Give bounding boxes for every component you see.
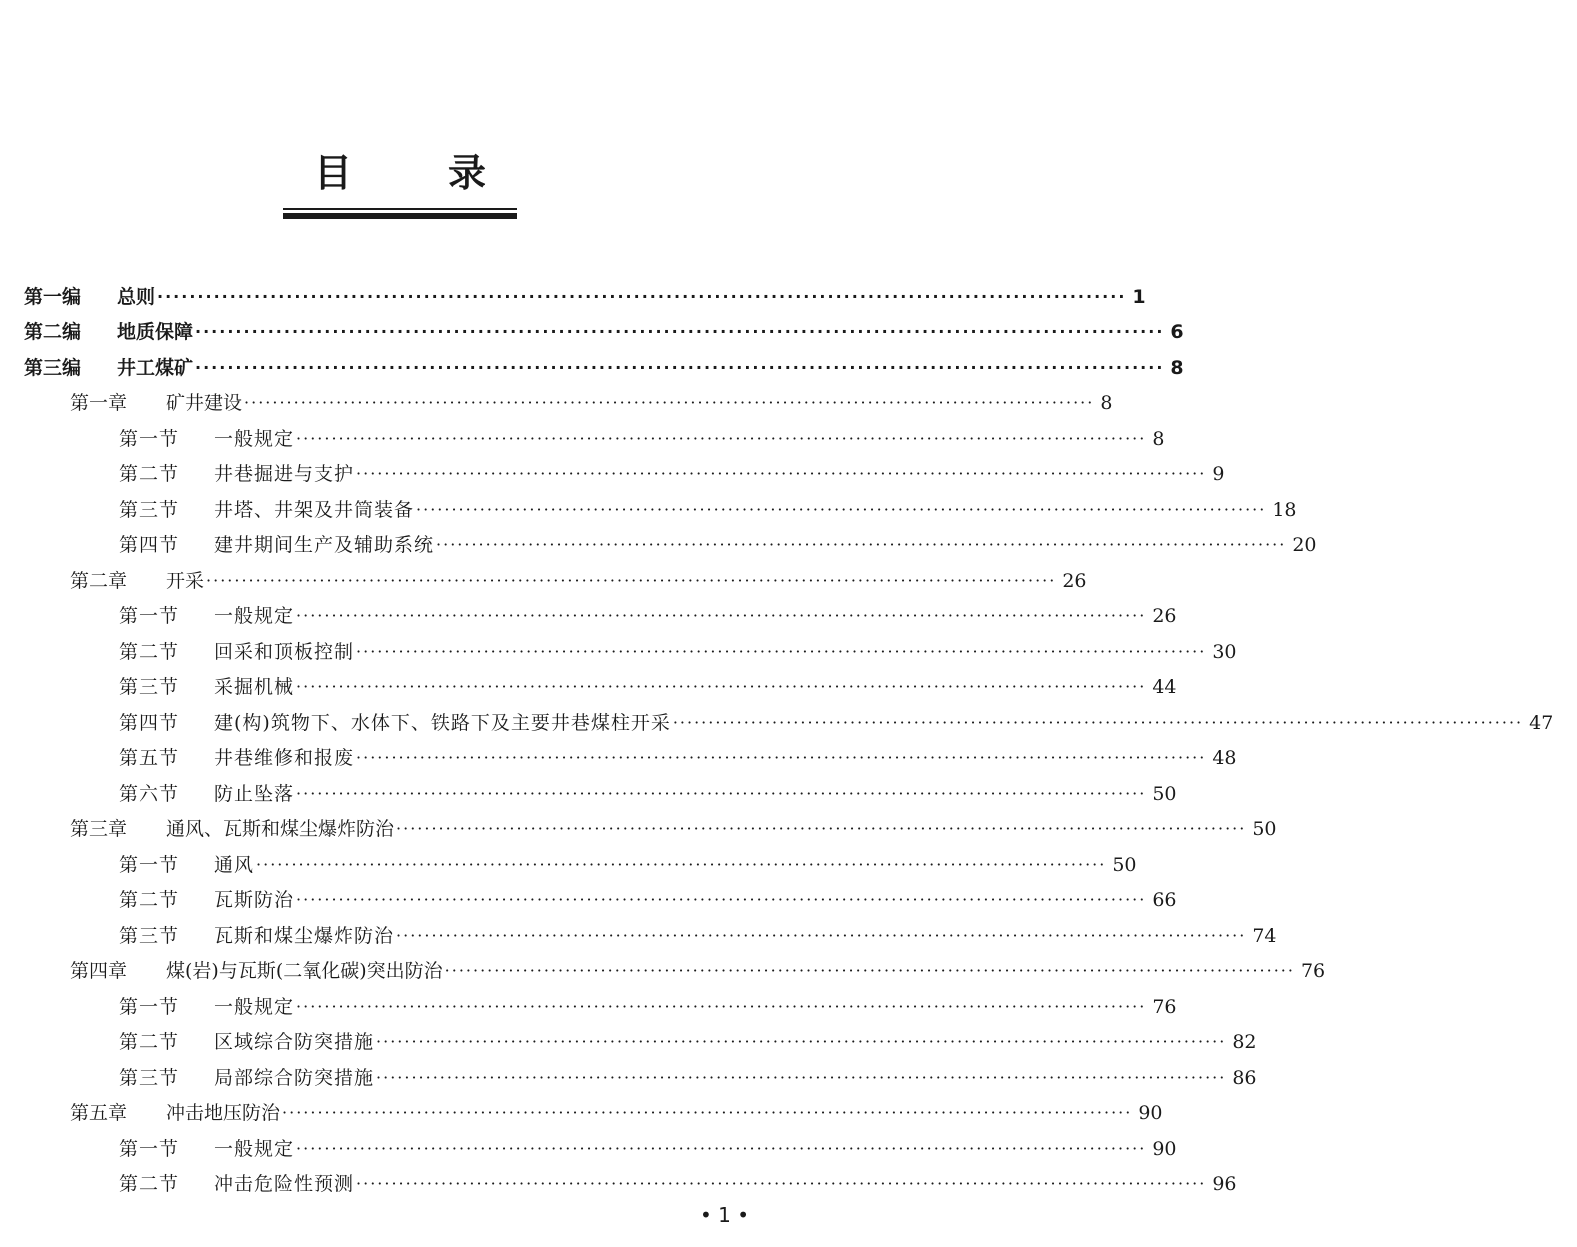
toc-entry-number: 第二节: [119, 1173, 180, 1196]
toc-entry-page: 26: [1152, 605, 1177, 628]
toc-entry-number: 第二节: [119, 1031, 180, 1054]
toc-entry-number: 第一编: [24, 285, 82, 308]
toc-entry-title: 瓦斯防治: [214, 889, 295, 912]
toc-entry[interactable]: [0, 918, 1277, 954]
toc-leader-dots: ························································································································: [296, 890, 1147, 910]
toc-entry-label: [0, 855, 254, 875]
toc-leader-dots: ························································································································: [282, 1103, 1133, 1123]
toc-entry-title: 建(构)筑物下、水体下、铁路下及主要井巷煤柱开采: [214, 711, 671, 734]
toc-entry[interactable]: [0, 1096, 1163, 1132]
toc-entry-number: 第二节: [119, 640, 180, 663]
toc-entry-label: [0, 393, 242, 413]
toc-entry-number: 第二章: [70, 569, 128, 592]
toc-leader-dots: ························································································································: [672, 712, 1524, 732]
toc-entry-number: 第三章: [70, 818, 128, 841]
toc-leader-dots: ························································································································: [244, 393, 1095, 413]
toc-entry-label: [0, 677, 294, 697]
toc-entry-number: 第一节: [119, 605, 180, 628]
toc-entry-label: [0, 358, 193, 378]
toc-leader-dots: ························································································································: [206, 570, 1057, 590]
toc-entry[interactable]: [0, 634, 1237, 670]
toc-entry[interactable]: [0, 563, 1087, 599]
toc-entry-title: 一般规定: [214, 427, 295, 450]
toc-entry[interactable]: [0, 492, 1297, 528]
toc-entry-title: 井巷掘进与支护: [214, 463, 355, 486]
toc-leader-dots: ························································································································: [195, 357, 1165, 377]
toc-entry-title: 煤(岩)与瓦斯(二氧化碳)突出防治: [166, 960, 443, 983]
toc-entry-number: 第三节: [119, 676, 180, 699]
toc-entry-label: [0, 571, 204, 591]
toc-entry-title: 井塔、井架及井筒装备: [214, 498, 415, 521]
toc-entry-label: [0, 535, 434, 555]
title-char-1: 目: [313, 150, 352, 195]
toc-entry-page: 76: [1152, 995, 1177, 1018]
toc-entry-page: 30: [1212, 640, 1237, 663]
toc-leader-dots: ························································································································: [416, 499, 1267, 519]
toc-entry[interactable]: [0, 457, 1225, 493]
toc-entry[interactable]: [0, 847, 1137, 883]
toc-entry[interactable]: [0, 670, 1177, 706]
toc-entry[interactable]: [0, 812, 1277, 848]
toc-entry-page: 9: [1212, 463, 1225, 486]
toc-entry-page: 76: [1300, 960, 1326, 983]
toc-leader-dots: ························································································································: [444, 961, 1295, 981]
toc-entry-title: 矿井建设: [166, 392, 243, 415]
toc-leader-dots: ························································································································: [356, 1174, 1207, 1194]
toc-entry-number: 第五章: [70, 1102, 128, 1125]
toc-entry-number: 第一章: [70, 392, 128, 415]
toc-entry-title: 冲击地压防治: [166, 1102, 281, 1125]
toc-entry-number: 第二编: [24, 321, 82, 344]
toc-entry-title: 通风: [214, 853, 255, 876]
toc-entry-title: 局部综合防突措施: [214, 1066, 375, 1089]
toc-entry-number: 第二节: [119, 463, 180, 486]
toc-entry[interactable]: [0, 705, 1554, 741]
toc-leader-dots: ························································································································: [296, 783, 1147, 803]
toc-entry-number: 第三编: [24, 356, 82, 379]
toc-leader-dots: ························································································································: [296, 1138, 1147, 1158]
toc-entry-page: 44: [1152, 676, 1177, 699]
toc-leader-dots: ························································································································: [396, 925, 1247, 945]
toc-leader-dots: ························································································································: [376, 1032, 1227, 1052]
toc-entry-number: 第一节: [119, 995, 180, 1018]
toc-leader-dots: ························································································································: [157, 286, 1127, 306]
toc-entry-label: [0, 287, 155, 307]
toc-entry-page: 48: [1212, 747, 1237, 770]
toc-entry-page: 6: [1170, 321, 1184, 344]
toc-entry-label: [0, 1103, 280, 1123]
toc-entry-page: 1: [1132, 285, 1146, 308]
toc-entry-label: [0, 606, 294, 626]
toc-entry[interactable]: [0, 350, 1184, 386]
toc-leader-dots: ························································································································: [195, 322, 1165, 342]
toc-leader-dots: ························································································································: [296, 428, 1147, 448]
title-rule-thin: [283, 208, 517, 210]
toc-entry-number: 第二节: [119, 889, 180, 912]
toc-entry-title: 地质保障: [117, 321, 194, 344]
toc-entry-number: 第六节: [119, 782, 180, 805]
toc-entry-title: 采掘机械: [214, 676, 295, 699]
toc-entry-label: [0, 642, 354, 662]
toc-entry[interactable]: [0, 386, 1113, 422]
toc-leader-dots: ························································································································: [376, 1067, 1227, 1087]
toc-entry-page: 8: [1152, 427, 1165, 450]
toc-entry-label: [0, 429, 294, 449]
toc-entry-title: 一般规定: [214, 995, 295, 1018]
toc-entry[interactable]: [0, 279, 1146, 315]
toc-entry-label: [0, 748, 354, 768]
toc-entry-title: 通风、瓦斯和煤尘爆炸防治: [166, 818, 395, 841]
toc-leader-dots: ························································································································: [396, 819, 1247, 839]
toc-entry-page: 96: [1212, 1173, 1237, 1196]
toc-entry-title: 瓦斯和煤尘爆炸防治: [214, 924, 395, 947]
toc-entry-number: 第三节: [119, 924, 180, 947]
toc-entry-label: [0, 997, 294, 1017]
page-number: • 1 •: [700, 1203, 750, 1227]
toc-entry[interactable]: [0, 599, 1177, 635]
toc-entry-number: 第一节: [119, 853, 180, 876]
toc-entry-number: 第一节: [119, 427, 180, 450]
toc-entry[interactable]: [0, 741, 1237, 777]
toc-entry-label: [0, 890, 294, 910]
toc-leader-dots: ························································································································: [356, 464, 1207, 484]
toc-entry-label: [0, 926, 394, 946]
toc-entry-label: [0, 961, 443, 981]
toc-entry-page: 50: [1112, 853, 1137, 876]
toc-entry[interactable]: [0, 1131, 1177, 1167]
toc-entry-page: 26: [1062, 569, 1087, 592]
toc-leader-dots: ························································································································: [256, 854, 1107, 874]
toc-leader-dots: ························································································································: [356, 641, 1207, 661]
toc-entry-page: 20: [1292, 534, 1317, 557]
toc-entry-page: 82: [1232, 1031, 1257, 1054]
toc-entry-label: [0, 1174, 354, 1194]
toc-entry-title: 总则: [117, 285, 156, 308]
toc-entry-number: 第四节: [119, 711, 180, 734]
table-of-contents: [0, 279, 1554, 1202]
toc-entry-title: 区域综合防突措施: [214, 1031, 375, 1054]
toc-entry[interactable]: [0, 421, 1165, 457]
toc-entry-page: 50: [1252, 818, 1277, 841]
title-char-2: 录: [448, 150, 487, 195]
toc-entry-title: 井巷维修和报废: [214, 747, 355, 770]
toc-entry-label: [0, 1032, 374, 1052]
toc-entry-title: 防止坠落: [214, 782, 295, 805]
toc-entry[interactable]: [0, 883, 1177, 919]
toc-entry-title: 冲击危险性预测: [214, 1173, 355, 1196]
toc-entry[interactable]: [0, 1025, 1257, 1061]
toc-entry-page: 18: [1272, 498, 1297, 521]
toc-entry-page: 86: [1232, 1066, 1257, 1089]
toc-leader-dots: ························································································································: [296, 606, 1147, 626]
toc-entry-label: [0, 819, 394, 839]
toc-entry[interactable]: [0, 315, 1184, 351]
toc-entry-number: 第一节: [119, 1137, 180, 1160]
toc-entry-page: 90: [1138, 1102, 1163, 1125]
toc-entry-page: 8: [1170, 356, 1184, 379]
toc-leader-dots: ························································································································: [356, 748, 1207, 768]
toc-entry[interactable]: [0, 1060, 1257, 1096]
toc-entry[interactable]: [0, 1167, 1237, 1203]
toc-entry-page: 66: [1152, 889, 1177, 912]
toc-entry[interactable]: [0, 528, 1317, 564]
toc-entry[interactable]: [0, 989, 1177, 1025]
toc-entry-label: [0, 464, 354, 484]
toc-entry-number: 第四章: [70, 960, 128, 983]
toc-entry-number: 第三节: [119, 498, 180, 521]
page-title: [0, 142, 800, 197]
toc-leader-dots: ························································································································: [296, 677, 1147, 697]
toc-entry-label: [0, 1139, 294, 1159]
toc-entry-label: [0, 322, 193, 342]
toc-leader-dots: ························································································································: [296, 996, 1147, 1016]
toc-entry-number: 第三节: [119, 1066, 180, 1089]
toc-entry-title: 开采: [166, 569, 205, 592]
toc-entry[interactable]: [0, 776, 1177, 812]
toc-entry-page: 74: [1252, 924, 1277, 947]
toc-entry-number: 第五节: [119, 747, 180, 770]
toc-entry-page: 90: [1152, 1137, 1177, 1160]
toc-entry-title: 建井期间生产及辅助系统: [214, 534, 435, 557]
toc-entry-title: 一般规定: [214, 1137, 295, 1160]
toc-entry-page: 50: [1152, 782, 1177, 805]
toc-entry-label: [0, 1068, 374, 1088]
toc-entry-label: [0, 784, 294, 804]
toc-entry[interactable]: [0, 954, 1326, 990]
toc-entry-label: [0, 713, 671, 733]
toc-entry-label: [0, 500, 414, 520]
toc-entry-page: 47: [1529, 711, 1554, 734]
toc-leader-dots: ························································································································: [436, 535, 1287, 555]
toc-entry-title: 回采和顶板控制: [214, 640, 355, 663]
toc-entry-number: 第四节: [119, 534, 180, 557]
toc-entry-title: 一般规定: [214, 605, 295, 628]
title-rule-thick: [283, 213, 517, 219]
toc-entry-page: 8: [1100, 392, 1113, 415]
toc-entry-title: 井工煤矿: [117, 356, 194, 379]
